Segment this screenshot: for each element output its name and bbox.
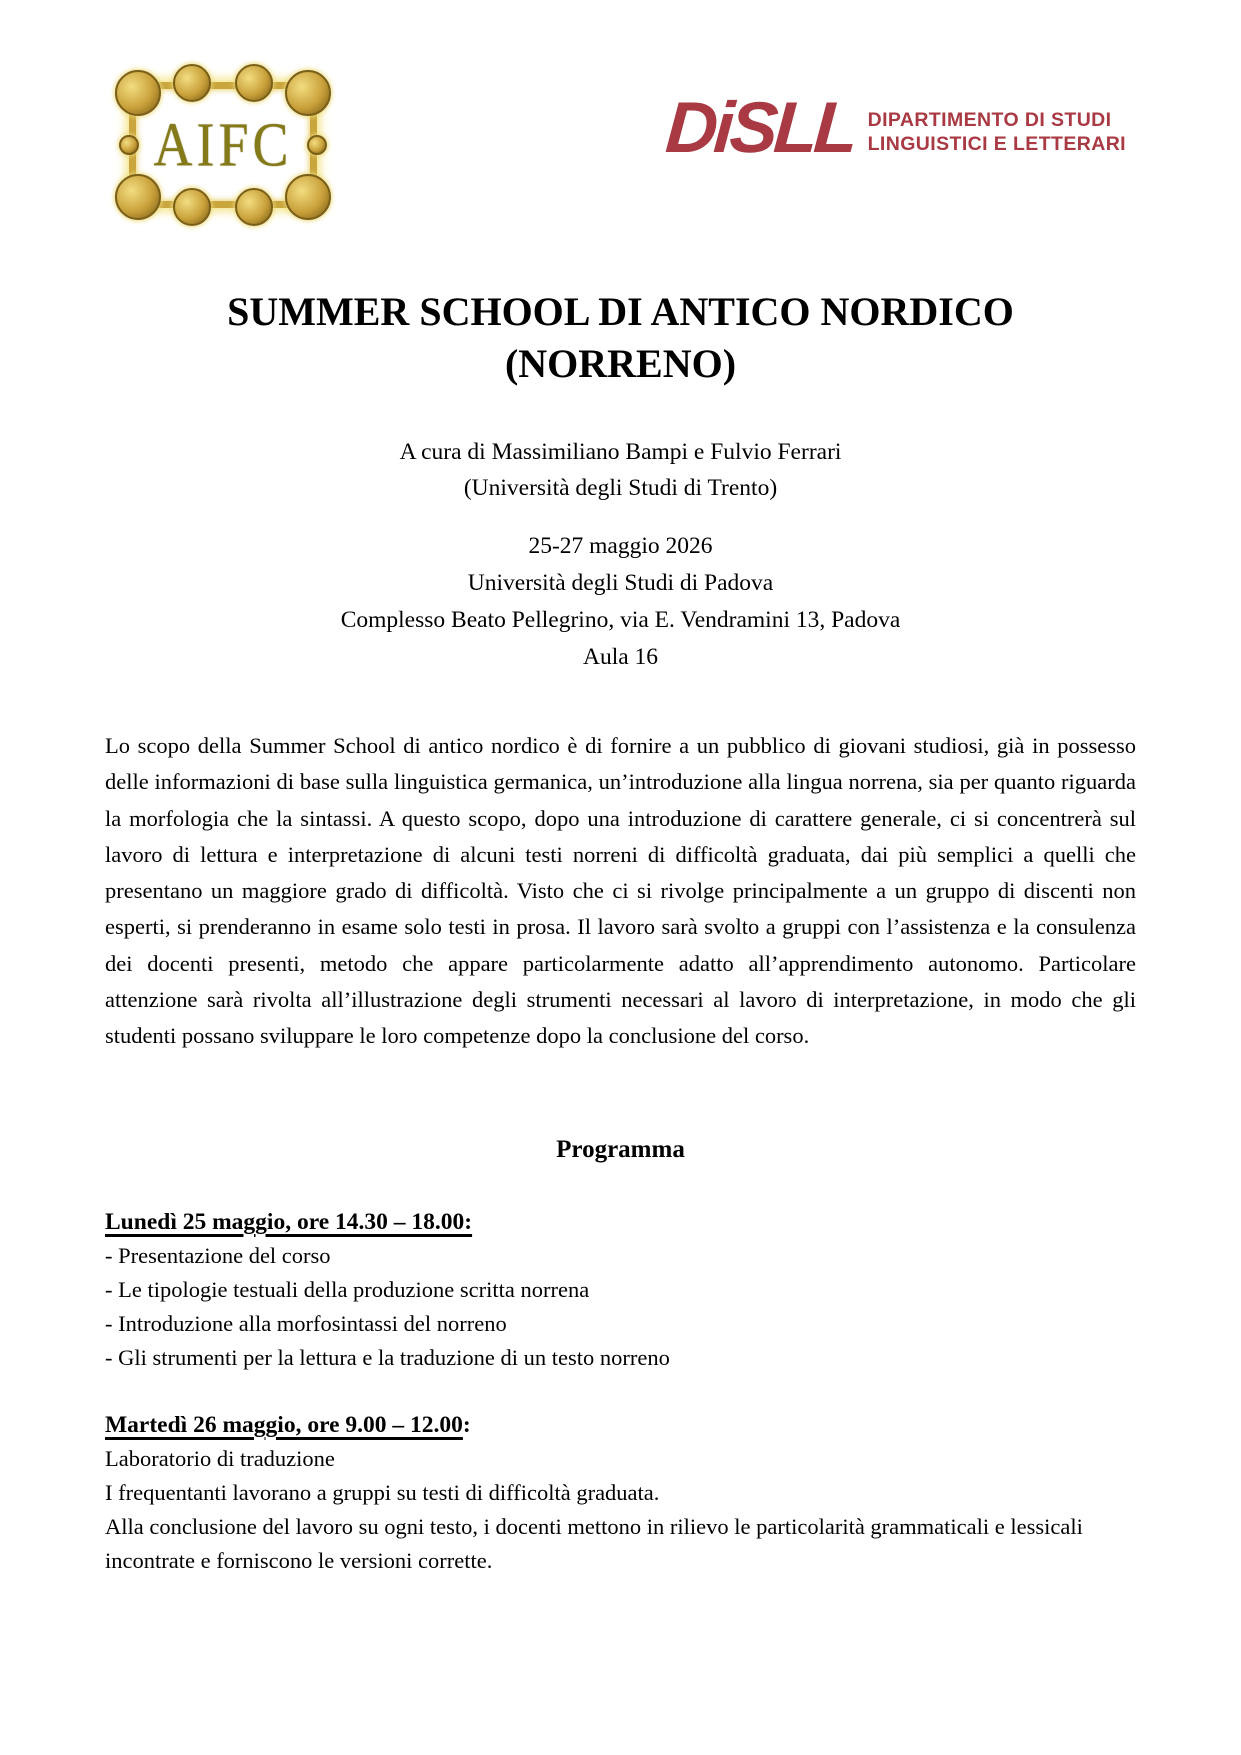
session-item: - Presentazione del corso	[105, 1242, 331, 1268]
disll-department-name	[868, 108, 1126, 166]
curators-affiliation: (Università degli Studi di Trento)	[463, 475, 778, 501]
disll-department-line1: DIPARTIMENTO DI STUDI	[867, 109, 1112, 131]
session-item: I frequentanti lavorano a gruppi su testi di difficoltà graduata.	[105, 1479, 660, 1505]
venue-block	[105, 528, 1136, 676]
program-heading: Programma	[556, 1135, 685, 1163]
session-item: Laboratorio di traduzione	[105, 1445, 335, 1471]
session-item: Alla conclusione del lavoro su ogni testo, i docenti mettono in rilievo le particolarità grammaticali e lessicali incontrate e forniscono le versioni corrette.	[105, 1513, 1083, 1573]
aifc-ornament-icon	[235, 188, 273, 226]
disll-department-line2: LINGUISTICI E LETTERARI	[867, 133, 1126, 155]
program-session-tuesday	[105, 1408, 1136, 1578]
curators-block	[105, 434, 1136, 506]
document-title-line2: (NORRENO)	[504, 341, 737, 386]
aifc-ornament-icon	[307, 135, 327, 155]
aifc-logo-text: AIFC	[153, 110, 293, 180]
session-item: - Introduzione alla morfosintassi del norreno	[105, 1310, 507, 1336]
aifc-logo	[117, 72, 329, 218]
document-title-line1: SUMMER SCHOOL DI ANTICO NORDICO	[227, 289, 1014, 334]
aifc-ornament-icon	[235, 64, 273, 102]
session-tuesday-suffix: :	[462, 1411, 471, 1438]
session-monday-heading	[105, 1205, 1136, 1239]
venue-room: Aula 16	[582, 644, 659, 670]
session-tuesday-items	[105, 1442, 1136, 1578]
aifc-ornament-icon	[285, 70, 331, 116]
session-item: - Le tipologie testuali della produzione scritta norrena	[105, 1276, 590, 1302]
aifc-ornament-icon	[285, 174, 331, 220]
session-tuesday-title: Martedì 26 maggio, ore 9.00 – 12.00	[105, 1411, 463, 1438]
session-item: - Gli strumenti per la lettura e la traduzione di un testo norreno	[105, 1344, 670, 1370]
aifc-ornament-icon	[115, 70, 161, 116]
session-monday-title: Lunedì 25 maggio, ore 14.30 – 18.00:	[105, 1208, 473, 1235]
aifc-ornament-icon	[173, 188, 211, 226]
disll-logo	[662, 88, 1126, 168]
aifc-ornament-icon	[119, 135, 139, 155]
aifc-ornament-icon	[115, 174, 161, 220]
curators-line: A cura di Massimiliano Bampi e Fulvio Ferrari	[399, 439, 842, 465]
session-monday-items	[105, 1239, 1136, 1375]
session-tuesday-heading	[105, 1408, 1136, 1442]
disll-wordmark: DiSLL	[662, 88, 857, 168]
event-dates: 25-27 maggio 2026	[528, 533, 713, 559]
document-title	[105, 286, 1136, 390]
venue-address: Complesso Beato Pellegrino, via E. Vendramini 13, Padova	[340, 607, 901, 633]
intro-paragraph: Lo scopo della Summer School di antico nordico è di fornire a un pubblico di giovani studiosi, già in possesso delle informazioni di base sulla linguistica germanica, un’introduzione alla lingua norrena, sia per quanto riguarda la morfologia che la sintassi. A questo scopo, dopo una introduzione di carattere generale, ci si concentrerà sul lavoro di lettura e interpretazione di alcuni testi norreni di difficoltà graduata, dai più semplici a quelli che presentano un maggiore grado di difficoltà. Visto che ci si rivolge principalmente a un gruppo di discenti non esperti, si prenderanno in esame solo testi in prosa. Il lavoro sarà svolto a gruppi con l’assistenza e la consulenza dei docenti presenti, metodo che appare particolarmente adatto all’apprendimento autonomo. Particolare attenzione sarà rivolta all’illustrazione degli strumenti necessari al lavoro di interpretazione, in modo che gli studenti possano sviluppare le loro competenze dopo la conclusione del corso.	[105, 733, 1136, 1049]
program-session-monday	[105, 1205, 1136, 1375]
header-logos	[105, 72, 1136, 224]
venue-university: Università degli Studi di Padova	[467, 570, 774, 596]
aifc-ornament-icon	[173, 64, 211, 102]
